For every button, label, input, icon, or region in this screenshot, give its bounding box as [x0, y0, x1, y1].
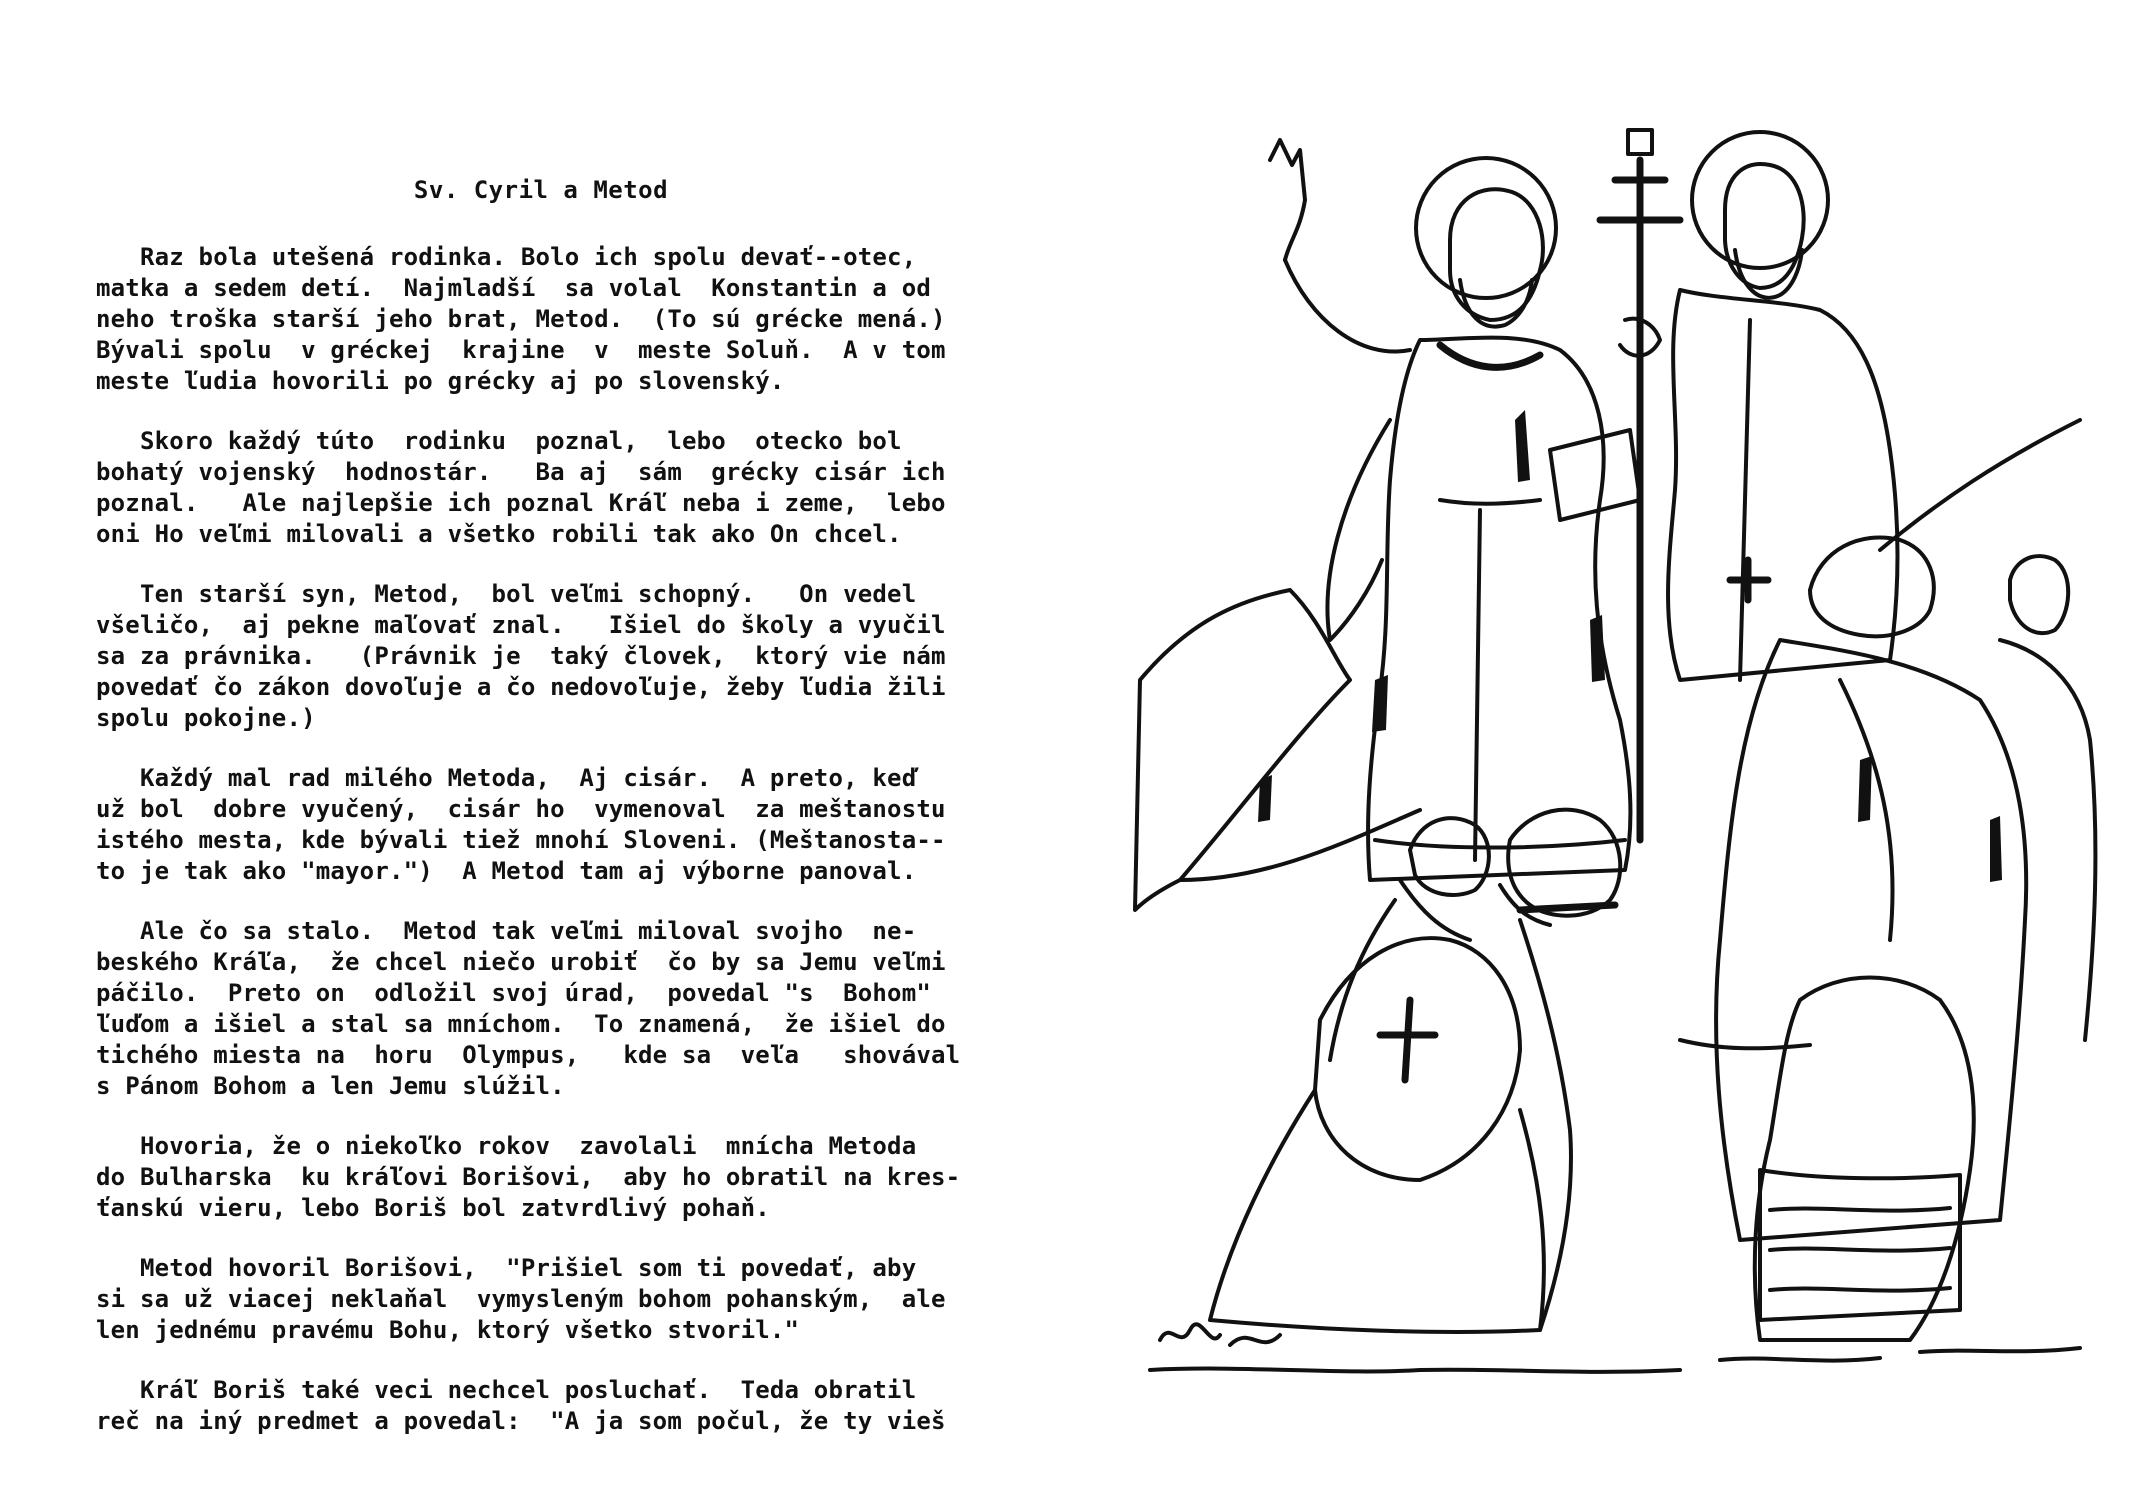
ground-line: [1150, 1369, 1680, 1372]
hill-right-slope: [1880, 420, 2080, 550]
paragraph: [96, 763, 996, 887]
hill-left: [1135, 590, 1350, 910]
text-column: [96, 176, 996, 1466]
shade-3: [1372, 675, 1388, 732]
child-body: [2000, 640, 2095, 1040]
ground-marks: [1720, 1348, 2080, 1361]
halo-left: [1416, 158, 1556, 298]
child-head: [2010, 556, 2068, 633]
text-line: páčilo. Preto on odložil svoj úrad, povedal "s Bohom": [96, 979, 932, 1007]
text-line: beského Kráľa, že chcel niečo urobiť čo by sa Jemu veľmi: [96, 948, 946, 976]
text-line: Skoro každý túto rodinku poznal, lebo otecko bol: [96, 427, 902, 455]
seated-figure: [1755, 978, 1974, 1341]
center-figure-head: [1508, 810, 1620, 916]
robe-fold-left-2: [1475, 510, 1480, 860]
seated-arm: [1680, 1040, 1810, 1048]
shade-4: [1858, 756, 1872, 822]
cloak-left: [1328, 420, 1391, 640]
robe-fold-left-1: [1440, 500, 1540, 504]
basket-weave-1: [1770, 1208, 1950, 1211]
text-line: oni Ho veľmi milovali a všetko robili tak ako On chcel.: [96, 520, 902, 548]
beard-right: [1735, 250, 1802, 298]
text-line: reč na iný predmet a povedal: "A ja som počul, že ty vieš: [96, 1407, 946, 1435]
text-line: sa za právnika. (Právnik je taký človek, ktorý vie nám: [96, 642, 946, 670]
cap-figure-body: [1716, 640, 2026, 1240]
cap-figure-head: [1810, 537, 1934, 636]
text-line: poznal. Ale najlepšie ich poznal Kráľ neba i zeme, lebo: [96, 489, 946, 517]
stole-right: [1740, 320, 1750, 680]
cross-top: [1628, 130, 1652, 154]
halo-right: [1692, 132, 1828, 268]
text-line: všeličo, aj pekne maľovať znal. Išiel do školy a vyučil: [96, 611, 946, 639]
paragraph: [96, 1375, 996, 1437]
shade-1: [1515, 410, 1530, 482]
book: [1550, 430, 1640, 520]
collar-left: [1440, 345, 1540, 367]
text-line: do Bulharska ku kráľovi Borišovi, aby ho obratil na kres-: [96, 1163, 961, 1191]
text-line: s Pánom Bohom a len Jemu slúžil.: [96, 1072, 565, 1100]
basket-weave-2: [1770, 1248, 1950, 1251]
text-line: Ten starší syn, Metod, bol veľmi schopný. On vedel: [96, 580, 917, 608]
shade-2: [1590, 615, 1605, 682]
raised-hand: [1270, 140, 1305, 260]
paragraph: [96, 426, 996, 550]
paragraph: [96, 916, 996, 1102]
hill-lower: [1180, 810, 1420, 880]
paragraph: [96, 242, 996, 397]
basket-weave-3: [1770, 1288, 1950, 1291]
back-cross: [1380, 1000, 1435, 1080]
text-line: len jednému pravému Bohu, ktorý všetko stvoril.": [96, 1316, 800, 1344]
text-line: povedať čo zákon dovoľuje a čo nedovoľuje, žeby ľudia žili: [96, 673, 946, 701]
text-line: Každý mal rad milého Metoda, Aj cisár. A preto, keď: [96, 764, 917, 792]
text-line: Ale čo sa stalo. Metod tak veľmi miloval svojho ne-: [96, 917, 917, 945]
text-line: Kráľ Boriš také veci nechcel posluchať. Teda obratil: [96, 1376, 917, 1404]
kneeling-figure-back: [1315, 938, 1520, 1180]
text-line: ľuďom a išiel a stal sa mníchom. To znamená, že išiel do: [96, 1010, 946, 1038]
text-line: Metod hovoril Borišovi, "Prišiel som ti povedať, aby: [96, 1254, 917, 1282]
saints-illustration: [1120, 120, 2110, 1440]
text-line: ťanskú vieru, lebo Boriš bol zatvrdlivý pohaň.: [96, 1194, 770, 1222]
text-line: to je tak ako "mayor.") A Metod tam aj výborne panoval.: [96, 857, 917, 885]
basket: [1760, 1170, 1960, 1320]
ink-drawing: [1120, 120, 2110, 1440]
text-line: tichého miesta na horu Olympus, kde sa veľa shovával: [96, 1041, 961, 1069]
shade-6: [1258, 775, 1272, 822]
robe-cross: [1730, 560, 1768, 600]
text-line: bohatý vojenský hodnostár. Ba aj sám grécky cisár ich: [96, 458, 946, 486]
page-title: Sv. Cyril a Metod: [413, 176, 669, 204]
paragraph: [96, 579, 996, 734]
text-line: už bol dobre vyučený, cisár ho vymenoval za meštanostu: [96, 795, 946, 823]
text-line: meste ľudia hovorili po grécky aj po slovenský.: [96, 367, 785, 395]
text-line: Hovoria, že o niekoľko rokov zavolali mnícha Metoda: [96, 1132, 917, 1160]
signature-scribble: [1160, 1324, 1280, 1345]
shade-5: [1990, 816, 2002, 882]
headband: [1520, 905, 1615, 910]
text-line: Raz bola utešená rodinka. Bolo ich spolu devať--otec,: [96, 243, 917, 271]
robe-right: [1668, 290, 1897, 680]
text-line: istého mesta, kde bývali tiež mnohí Sloveni. (Meštanosta--: [96, 826, 946, 854]
raised-arm: [1285, 260, 1410, 352]
text-line: spolu pokojne.): [96, 704, 316, 732]
paragraph: [96, 1253, 996, 1346]
robe-left: [1368, 338, 1630, 881]
paragraph: [96, 1131, 996, 1224]
text-line: neho troška starší jeho brat, Metod. (To sú grécke mená.): [96, 305, 946, 333]
text-line: matka a sedem detí. Najmladší sa volal Konstantin a od: [96, 274, 932, 302]
text-line: si sa už viacej neklaňal vymysleným bohom pohanským, ale: [96, 1285, 946, 1313]
text-line: Bývali spolu v gréckej krajine v meste Soluň. A v tom: [96, 336, 946, 364]
